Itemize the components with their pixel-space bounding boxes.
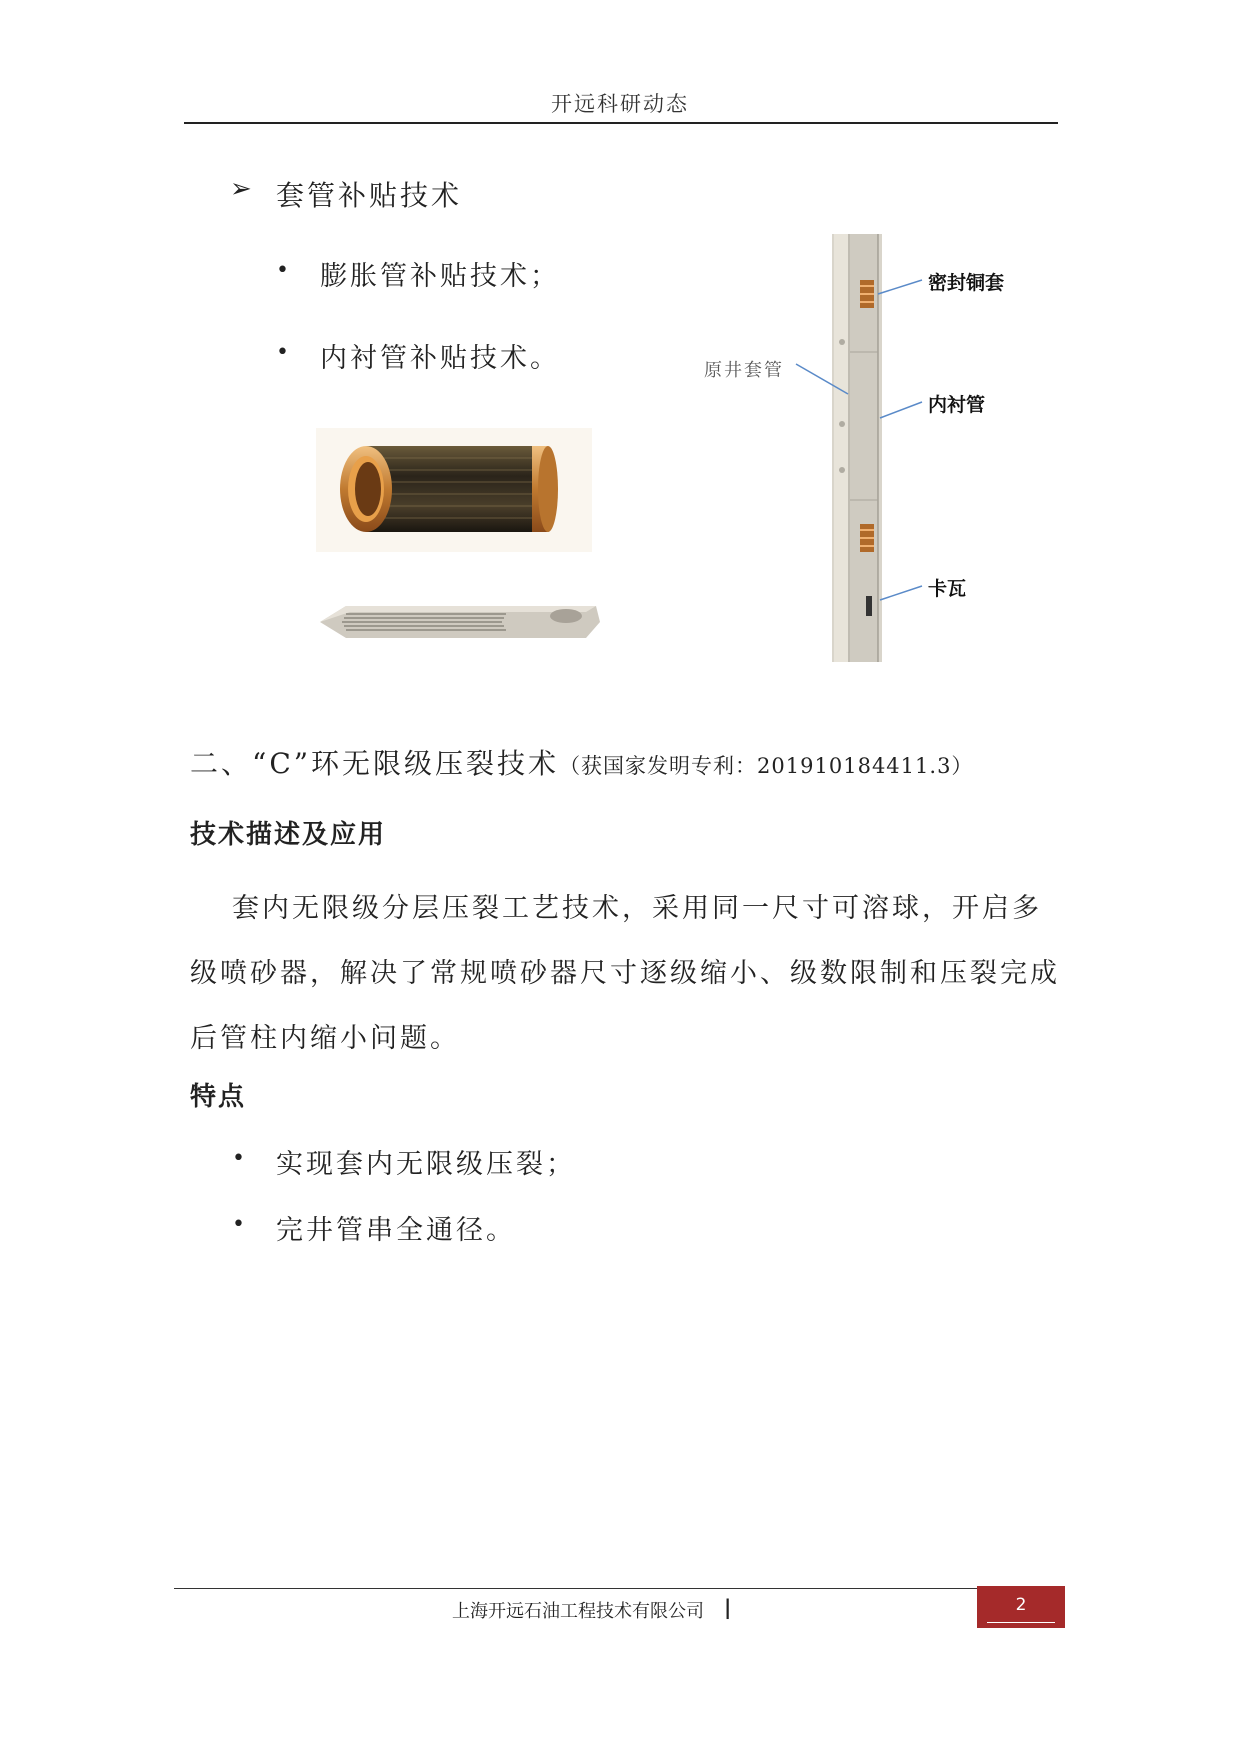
casing-patch-heading: 套管补贴技术 [276,179,463,212]
page-number: 2 [1015,1595,1027,1615]
desc-heading: 技术描述及应用 [190,820,387,850]
feature-item: 实现套内无限级压裂； [276,1149,576,1180]
footer-company-name: 上海开远石油工程技术有限公司 [452,1601,704,1622]
label-copper-sleeve: 密封铜套 [928,272,1005,294]
liner-tool-image [316,592,606,644]
section-title [190,742,973,782]
patent-note: （获国家发明专利：201910184411.3） [559,754,974,778]
label-slip: 卡瓦 [928,578,967,600]
footer-separator: | [724,1595,732,1619]
bullet-icon: • [232,1146,245,1171]
page-number-underline [987,1622,1055,1623]
bullet-icon: • [276,258,289,283]
page-number-badge [977,1586,1065,1628]
description-paragraph: 套内无限级分层压裂工艺技术，采用同一尺寸可溶球，开启多级喷砂器，解决了常规喷砂器尺寸逐级缩小、级数限制和压裂完成后管柱内缩小问题。 [190,893,1060,1054]
feature-item: 完井管串全通径。 [276,1215,516,1246]
bullet-icon: • [232,1212,245,1237]
features-heading: 特点 [190,1082,247,1112]
bullet-icon: • [276,340,289,365]
label-liner: 内衬管 [928,394,986,416]
page-header-title: 开远科研动态 [551,92,689,116]
diagram-leader-lines [780,260,940,620]
arrow-bullet-icon: ➢ [230,174,252,204]
casing-item-expandable: 膨胀管补贴技术； [320,261,560,292]
casing-item-liner: 内衬管补贴技术。 [320,343,560,374]
footer-divider [174,1588,1064,1589]
header-divider [184,122,1058,124]
expandable-tube-image [316,428,592,552]
section-title-text: 二、“C”环无限级压裂技术 [190,747,560,780]
label-original-casing: 原井套管 [704,360,784,381]
